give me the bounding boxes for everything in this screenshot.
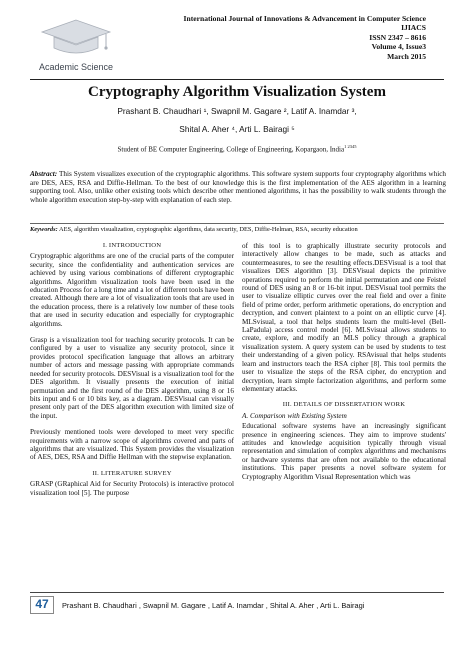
- journal-date: March 2015: [387, 51, 426, 61]
- paragraph: Cryptographic algorithms are one of the crucial parts of the computer security, since the confidentiality and authentication services are achieved by using various combinations of different cryptographic algorithms. Algorithm visualization tools have been used in the education Process for a long time and a lot of different tools have been created. Although there are a lot of visualization tools that are used in the education process, there is a relatively low number of these tools that are used in security education and especially for cryptographic algorithms.: [30, 252, 234, 328]
- subsection-heading: A. Comparison with Existing System: [242, 411, 347, 420]
- journal-volume: Volume 4, Issue3: [371, 42, 426, 52]
- footer-divider: [30, 592, 444, 593]
- abstract-label: Abstract:: [30, 170, 58, 178]
- page-number: 47: [35, 597, 49, 611]
- svg-text:Academic Science: Academic Science: [38, 62, 114, 72]
- journal-issn: ISSN 2347 – 8616: [369, 32, 426, 42]
- keywords: [30, 226, 446, 234]
- affiliation: [0, 144, 474, 153]
- paragraph: GRASP (GRaphical Aid for Security Protocols) is interactive protocol visualization tool [5]. The purpose: [30, 480, 234, 497]
- paper-title: Cryptography Algorithm Visualization System: [88, 84, 386, 100]
- section-heading-introduction: I. INTRODUCTION: [102, 242, 162, 249]
- right-column: [242, 242, 446, 489]
- academic-science-logo: [30, 14, 122, 76]
- footer-authors: Prashant B. Chaudhari , Swapnil M. Gagare , Latif A. Inamdar , Shital A. Aher , Arti L. Bairagi: [62, 601, 365, 610]
- author-line-2: Shital A. Aher ⁴, Arti L. Bairagi ⁵: [179, 124, 295, 134]
- journal-header: [146, 14, 426, 61]
- affiliation-text: Student of BE Computer Engineering, College of Engineering, Kopargaon, India: [117, 145, 345, 154]
- section-heading-literature-survey: II. LITERATURE SURVEY: [92, 469, 172, 477]
- journal-abbr: IJIACS: [401, 23, 426, 33]
- header-divider: [30, 79, 444, 80]
- abstract-text: This System visualizes execution of the cryptographic algorithms. This software system supports four cryptography algorithms which are DES, AES, RSA and Diffie-Hellman. To the best of our knowledge this is the first implementation of the AES algorithm in a learning supporting tool. Also, unlike other existing tools which describe other mentioned algorithms, it has the possibility to walk students through the whole algorithm execution step-by-step with explanation of each step.: [30, 170, 446, 204]
- journal-name: International Journal of Innovations & Advancement in Computer Science: [183, 14, 426, 23]
- keywords-text: AES, algorithm visualization, cryptographic algorithms, data security, DES, Diffie-Helman, RSA, security education: [58, 226, 358, 233]
- author-line-1: Prashant B. Chaudhari ¹, Swapnil M. Gagare ², Latif A. Inamdar ³,: [117, 106, 357, 116]
- left-column: [30, 242, 234, 505]
- keywords-label: Keywords:: [30, 226, 58, 233]
- abstract-divider: [30, 223, 444, 224]
- paragraph: Previously mentioned tools were developed to meet very specific requirements with a narrow scope of algorithms covered and parts of algorithms that are visualized. This System provides the visualization of AES, DES, RSA and Diffie Hellman with the stepwise explanation.: [30, 428, 234, 462]
- paragraph: Grasp is a visualization tool for teaching security protocols. It can be configured by a user to visualize any security protocol, since it provides protocol specification language that allows an arbitrary number of actors and message passing with appropriate commands needed for security protocols. DESVisual is a visualization tool for the DES algorithm. It visually presents the execution of initial permutation and the first round of the DES algorithm, using 8 or 16 bits input and 6 or 10 bits key, as a diagram. DESVisual can visually present only part of the DES algorithm execution with limited size of the input.: [30, 336, 234, 420]
- section-heading-dissertation-work: III. DETAILS OF DISSERTATION WORK: [282, 401, 406, 409]
- affiliation-sup: 1 2345: [344, 144, 357, 149]
- paragraph: Educational software systems have an increasingly significant presence in engineering sciences. They aim to improve students' attitudes and knowledge acquisition typically through visual representation and simulation of complex algorithms and mechanisms or hardware systems that are often not available to the educational institutions. This paper presents a novel software system for Cryptography Algorithm Visual Representation which was: [242, 422, 446, 481]
- paragraph: of this tool is to graphically illustrate security protocols and interactively allow changes to be made, such as attacks and countermeasures, to see the resulting effects.DESVisual is a tool that visualizes DES algorithm [3]. DESVisual depicts the primitive operations required to perform the initial permutation and one Feistel round of DES using an 8 or 16-bit input. DESVisual tool permits the user to visualize elliptic curves over the real field and over a finite field of prime order, perform arithmetic operations, do encryption and decryption, and convert plaintext to a point on an elliptic curve [4]. MLSvisual, a tool that helps students learn the multi-level (Bell-LaPadula) access control model [6]. MLSvisual allows students to create, explore, and modify an MLS policy through a graphical visualization system. A query system can be used by students to test their understanding of a given policy. RSAvisual that helps students learn and instructors teach the RSA cipher [8]. This tool permits the user to visualize the steps of the RSA cipher, do encryption and decryption, learn simple factorization algorithms, and perform some elementary attacks.: [242, 242, 446, 393]
- abstract: [30, 170, 446, 204]
